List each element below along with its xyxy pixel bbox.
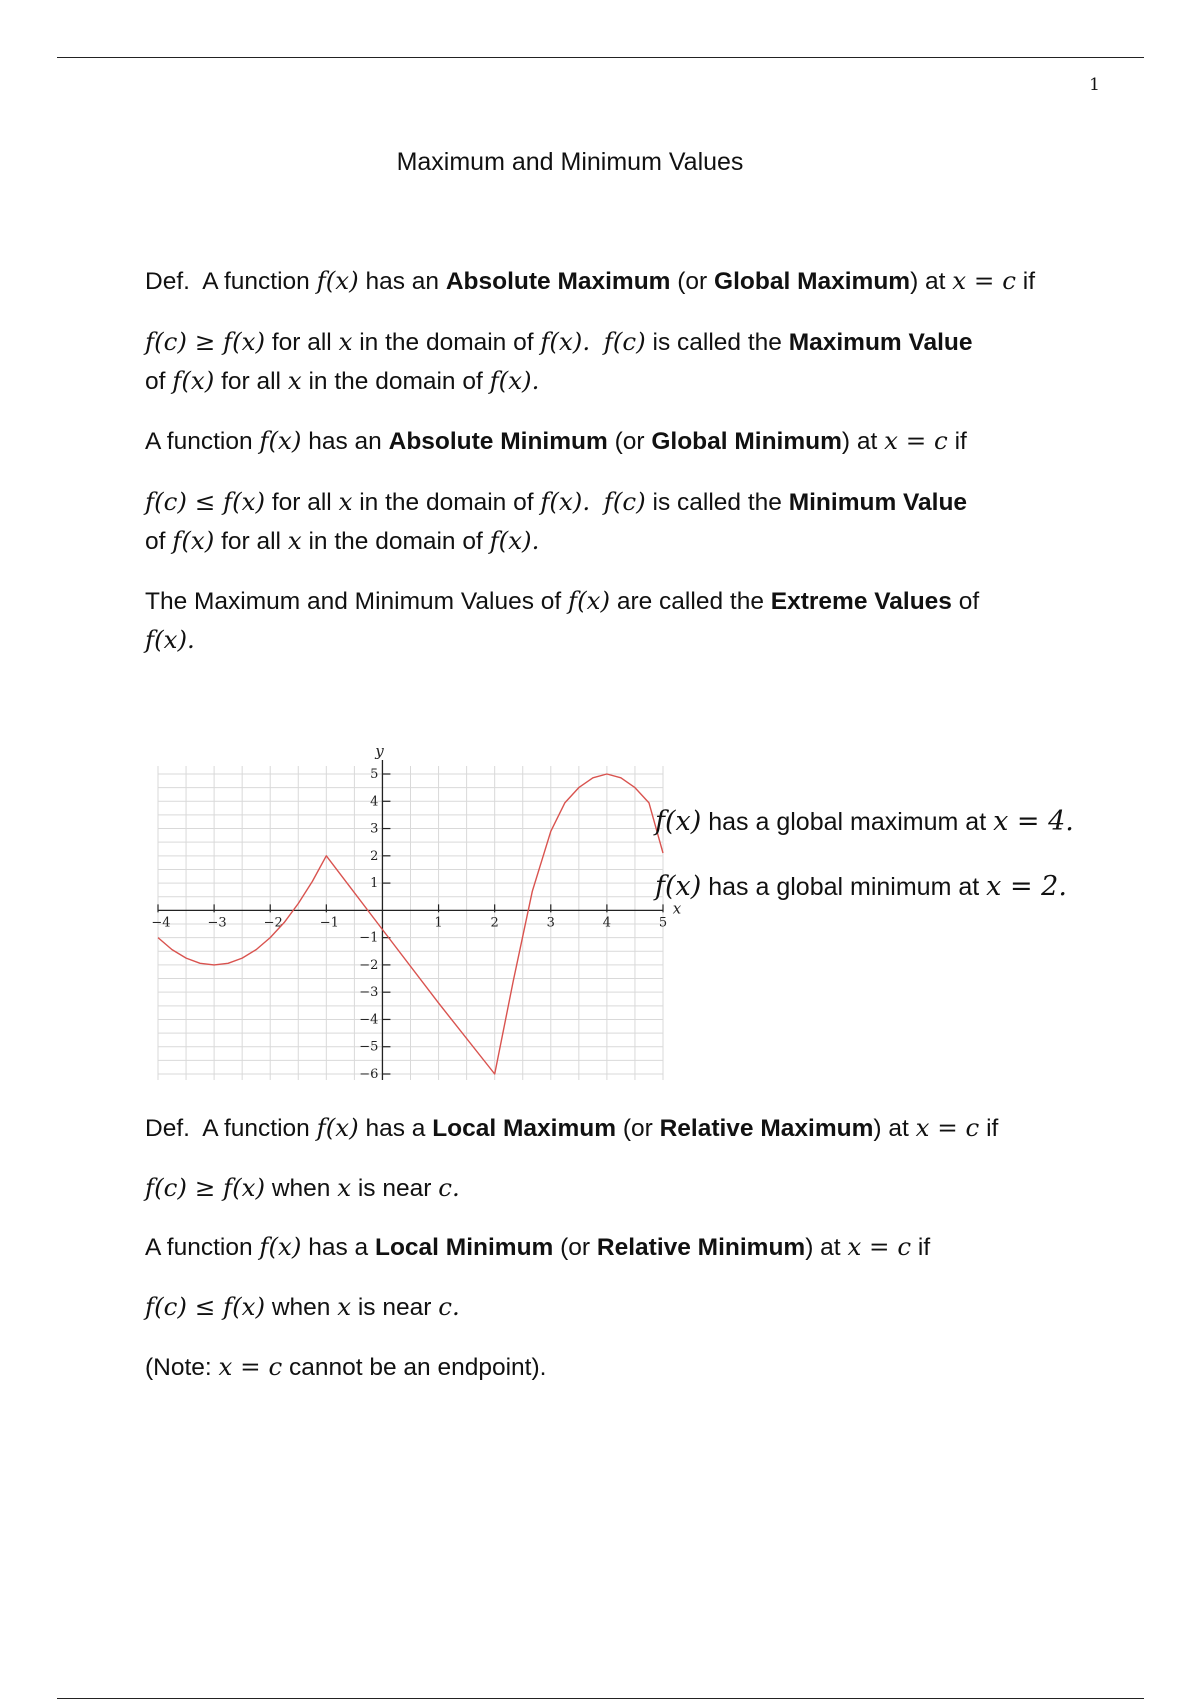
text: has a <box>308 1234 369 1261</box>
text: when <box>271 1175 331 1202</box>
max-value-condition <box>145 323 1105 401</box>
math-x-eq-c: x = c <box>952 266 1016 295</box>
y-tick-label: 2 <box>370 848 379 864</box>
text: ) at <box>873 1115 909 1142</box>
math-f-c: f(c) <box>603 327 646 356</box>
def-local-maximum <box>145 1109 1105 1148</box>
text: has an <box>365 268 440 295</box>
x-tick-label: 3 <box>546 915 555 931</box>
text: of <box>958 588 980 615</box>
math-f-x: f(x). <box>489 366 540 395</box>
text: in the domain of <box>308 528 483 555</box>
x-tick-label: −2 <box>263 915 283 931</box>
text: if <box>954 428 967 455</box>
y-tick-label: −5 <box>359 1039 379 1055</box>
y-tick-label: −3 <box>359 985 379 1001</box>
y-tick-label: −2 <box>359 957 379 973</box>
math-inequality: f(c) ≥ f(x) <box>145 327 266 356</box>
text: ) at <box>805 1234 841 1261</box>
axes <box>158 742 682 1080</box>
term-local-minimum: Local Minimum <box>375 1234 554 1261</box>
text: for all <box>221 368 281 395</box>
extreme-values-sentence <box>145 582 1105 660</box>
x-axis-label: x <box>672 899 682 918</box>
y-tick-label: 5 <box>370 767 379 782</box>
function-graph <box>140 740 700 1085</box>
math-f-x: f(x). <box>540 327 591 356</box>
text: if <box>917 1234 931 1261</box>
text: is called the <box>652 329 782 356</box>
def-label: Def. <box>145 1115 190 1142</box>
text: are called the <box>616 588 764 615</box>
term-absolute-minimum: Absolute Minimum <box>388 428 608 455</box>
text: has a global maximum at <box>708 808 987 836</box>
math-f-x: f(x). <box>145 625 195 654</box>
math-f-x: f(x) <box>655 871 702 902</box>
grid <box>158 766 663 1080</box>
text: for all <box>271 489 332 516</box>
math-x: x <box>338 327 353 356</box>
text: in the domain of <box>359 489 534 516</box>
x-tick-label: 1 <box>434 915 443 931</box>
min-value-condition <box>145 483 1105 561</box>
y-tick-label: −4 <box>359 1012 379 1028</box>
math-f-x: f(x) <box>259 426 302 455</box>
text: (or <box>614 428 645 455</box>
text: (Note: <box>145 1354 212 1381</box>
text: The Maximum and Minimum Values of <box>145 588 562 615</box>
text: has an <box>308 428 382 455</box>
math-x-eq-2: x = 2. <box>986 871 1067 902</box>
endpoint-note <box>145 1348 1105 1387</box>
page-title: Maximum and Minimum Values <box>396 148 744 176</box>
term-maximum-value: Maximum Value <box>788 329 973 356</box>
math-inequality: f(c) ≤ f(x) <box>145 487 266 516</box>
y-tick-label: 3 <box>370 821 379 837</box>
math-f-x: f(x) <box>259 1232 302 1261</box>
math-x-eq-c: x = c <box>218 1352 283 1381</box>
page-number: 1 <box>1089 75 1100 95</box>
text: has a global minimum at <box>708 873 980 901</box>
text: ) at <box>910 268 946 295</box>
text: (or <box>622 1115 653 1142</box>
y-tick-label: 1 <box>370 876 379 892</box>
text: if <box>986 1115 999 1142</box>
math-x: x <box>337 1292 352 1321</box>
text: is near <box>357 1294 432 1321</box>
x-tick-label: 2 <box>490 915 499 931</box>
text: has a <box>365 1115 426 1142</box>
annotation-global-minimum <box>655 870 1115 904</box>
math-f-x: f(x). <box>489 526 540 555</box>
text: ) at <box>841 428 878 455</box>
text: is called the <box>652 489 782 516</box>
math-f-x: f(x) <box>316 266 359 295</box>
term-minimum-value: Minimum Value <box>788 489 968 516</box>
math-f-x: f(x) <box>568 586 611 615</box>
math-inequality: f(c) ≥ f(x) <box>145 1173 266 1202</box>
term-relative-minimum: Relative Minimum <box>596 1234 806 1261</box>
term-absolute-maximum: Absolute Maximum <box>445 268 671 295</box>
local-max-condition <box>145 1169 1105 1208</box>
math-x-eq-c: x = c <box>915 1113 980 1142</box>
x-tick-label: 4 <box>602 915 612 931</box>
header-rule <box>57 57 1144 58</box>
text: A function <box>145 428 253 455</box>
math-c: c. <box>438 1173 460 1202</box>
math-f-x: f(x). <box>540 487 591 516</box>
term-local-maximum: Local Maximum <box>432 1115 617 1142</box>
local-min-condition <box>145 1288 1105 1327</box>
math-x: x <box>287 366 302 395</box>
def-absolute-minimum <box>145 422 1105 461</box>
math-f-x: f(x) <box>655 806 702 837</box>
annotation-global-maximum <box>655 805 1115 839</box>
y-tick-label: −6 <box>359 1067 379 1082</box>
text: cannot be an endpoint). <box>289 1354 547 1381</box>
math-f-x: f(x) <box>316 1113 359 1142</box>
math-x: x <box>338 487 353 516</box>
text: A function <box>145 1234 253 1261</box>
math-x: x <box>337 1173 352 1202</box>
math-f-x: f(x) <box>172 526 215 555</box>
def-local-minimum <box>145 1228 1105 1267</box>
text: of <box>145 528 166 555</box>
def-label: Def. <box>145 268 190 295</box>
text: for all <box>271 329 332 356</box>
x-tick-label: −1 <box>319 915 339 931</box>
y-axis-label: y <box>375 742 384 760</box>
y-tick-label: −1 <box>359 930 379 946</box>
text: in the domain of <box>359 329 534 356</box>
text: in the domain of <box>308 368 483 395</box>
text: of <box>145 368 166 395</box>
text: A function <box>202 268 310 295</box>
text: if <box>1022 268 1036 295</box>
math-x: x <box>287 526 302 555</box>
text: for all <box>221 528 281 555</box>
term-global-minimum: Global Minimum <box>651 428 842 455</box>
x-tick-label: 5 <box>658 915 668 931</box>
text: (or <box>677 268 708 295</box>
term-global-maximum: Global Maximum <box>714 268 911 295</box>
x-tick-label: −3 <box>207 915 227 931</box>
math-c: c. <box>438 1292 460 1321</box>
math-x-eq-4: x = 4. <box>993 806 1074 837</box>
term-extreme-values: Extreme Values <box>770 588 952 615</box>
x-tick-label: −4 <box>151 915 171 931</box>
footer-rule <box>57 1698 1144 1699</box>
math-inequality: f(c) ≤ f(x) <box>145 1292 266 1321</box>
math-f-c: f(c) <box>603 487 646 516</box>
math-f-x: f(x) <box>172 366 215 395</box>
text: (or <box>560 1234 591 1261</box>
y-tick-label: 4 <box>370 794 379 810</box>
math-x-eq-c: x = c <box>884 426 948 455</box>
term-relative-maximum: Relative Maximum <box>659 1115 874 1142</box>
text: is near <box>357 1175 432 1202</box>
text: A function <box>202 1115 310 1142</box>
math-x-eq-c: x = c <box>847 1232 912 1261</box>
def-absolute-maximum <box>145 262 1105 301</box>
text: when <box>271 1294 331 1321</box>
